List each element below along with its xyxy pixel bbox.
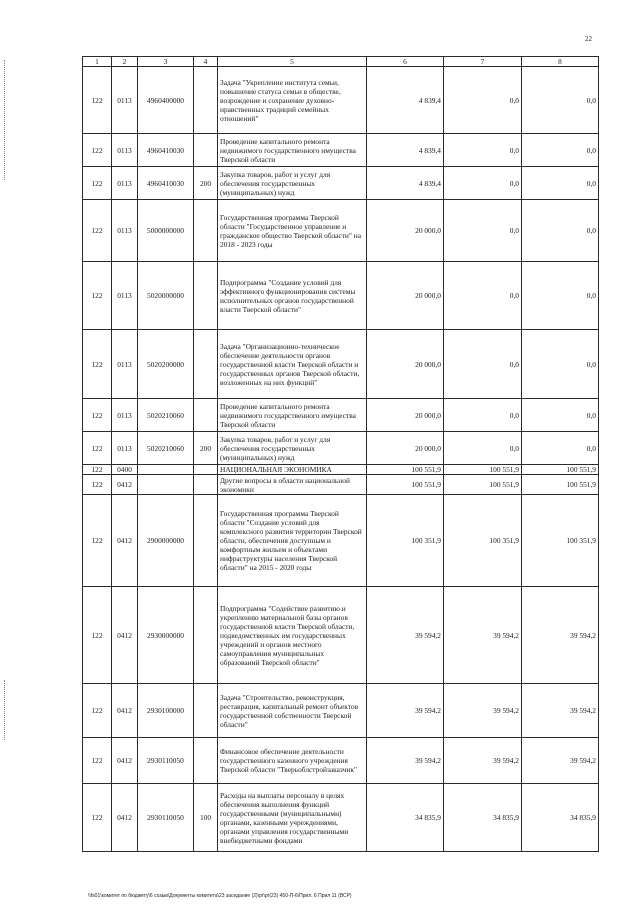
cell-amount-year-1: 100 351,9 — [367, 495, 444, 587]
cell-amount-year-3: 100 351,9 — [522, 495, 599, 587]
cell-amount-year-2: 100 551,9 — [444, 475, 522, 495]
cell-amount-year-2: 100 351,9 — [444, 495, 522, 587]
cell-code-target: 2900000000 — [138, 495, 194, 587]
cell-code-section: 0412 — [112, 784, 138, 852]
cell-code-section: 0412 — [112, 475, 138, 495]
file-path-footer: \\fs01\комитет по бюджету\6 созыв\Документы комитета\23 заседание (2)\pr\pr(23) 450-П-6\Прил. 6 Прил 11 (ВСР) — [88, 893, 352, 899]
cell-amount-year-2: 34 835,9 — [444, 784, 522, 852]
page-number: 22 — [585, 35, 592, 43]
cell-amount-year-1: 4 839,4 — [367, 167, 444, 200]
cell-amount-year-3: 100 551,9 — [522, 475, 599, 495]
cell-code-ved: 122 — [83, 784, 112, 852]
cell-description: Проведение капитального ремонта недвижимого государственного имущества Тверской области — [218, 134, 367, 167]
cell-code-target — [138, 465, 194, 475]
cell-description: Задача "Укрепление института семьи, повышение статуса семьи в обществе, возрождение и сохранение духовно-нравственных традиций семейных отношений" — [218, 67, 367, 134]
cell-description: Государственная программа Тверской области "Создание условий для комплексного развития территории Тверской области, обеспечения доступным и комфортным жильем и объектами инфраструктуры населения Тверской области" на 2015 - 2020 годы — [218, 495, 367, 587]
cell-amount-year-1: 39 594,2 — [367, 738, 444, 784]
cell-description: НАЦИОНАЛЬНАЯ ЭКОНОМИКА — [218, 465, 367, 475]
cell-code-expense-type — [194, 738, 218, 784]
cell-description: Закупка товаров, работ и услуг для обеспечения государственных (муниципальных) нужд — [218, 167, 367, 200]
cell-code-expense-type — [194, 200, 218, 262]
cell-amount-year-1: 20 000,0 — [367, 432, 444, 465]
column-number: 1 — [83, 57, 112, 67]
cell-amount-year-1: 34 835,9 — [367, 784, 444, 852]
cell-code-expense-type — [194, 262, 218, 330]
cell-amount-year-1: 20 000,0 — [367, 200, 444, 262]
cell-code-target — [138, 475, 194, 495]
cell-code-ved: 122 — [83, 738, 112, 784]
table-row — [83, 784, 599, 852]
cell-code-ved: 122 — [83, 200, 112, 262]
cell-amount-year-3: 0,0 — [522, 399, 599, 432]
cell-code-expense-type — [194, 330, 218, 399]
cell-amount-year-1: 39 594,2 — [367, 684, 444, 738]
cell-amount-year-2: 0,0 — [444, 399, 522, 432]
cell-code-section: 0412 — [112, 587, 138, 684]
column-number: 7 — [444, 57, 522, 67]
cell-code-expense-type — [194, 399, 218, 432]
cell-description: Подпрограмма "Содействие развитию и укреплению материальной базы органов государственной власти Тверской области, подведомственных им государственных учреждений и органов местного самоуправления муниципальных образований Тверской области" — [218, 587, 367, 684]
cell-description: Финансовое обеспечение деятельности государственного казенного учреждения Тверской области "Тверьоблстройзаказчик" — [218, 738, 367, 784]
cell-amount-year-3: 39 594,2 — [522, 587, 599, 684]
cell-code-expense-type — [194, 67, 218, 134]
cell-amount-year-3: 0,0 — [522, 262, 599, 330]
cell-amount-year-3: 0,0 — [522, 167, 599, 200]
cell-code-expense-type: 200 — [194, 167, 218, 200]
cell-code-target: 5000000000 — [138, 200, 194, 262]
cell-code-expense-type — [194, 465, 218, 475]
cell-code-ved: 122 — [83, 399, 112, 432]
cell-amount-year-3: 100 551,9 — [522, 465, 599, 475]
cell-code-ved: 122 — [83, 465, 112, 475]
cell-amount-year-2: 0,0 — [444, 134, 522, 167]
column-number: 8 — [522, 57, 599, 67]
cell-description: Государственная программа Тверской области "Государственное управление и гражданское общество Тверской области" на 2018 - 2023 годы — [218, 200, 367, 262]
cell-code-target: 2930000000 — [138, 587, 194, 684]
cell-code-expense-type — [194, 475, 218, 495]
cell-amount-year-2: 39 594,2 — [444, 684, 522, 738]
table-row — [83, 200, 599, 262]
cell-amount-year-3: 0,0 — [522, 67, 599, 134]
table-row — [83, 465, 599, 475]
cell-amount-year-3: 0,0 — [522, 200, 599, 262]
cell-code-ved: 122 — [83, 684, 112, 738]
cell-code-ved: 122 — [83, 587, 112, 684]
table-row — [83, 67, 599, 134]
cell-code-section: 0113 — [112, 67, 138, 134]
cell-code-section: 0113 — [112, 200, 138, 262]
table-row — [83, 134, 599, 167]
cell-code-expense-type: 100 — [194, 784, 218, 852]
cell-code-target: 4960400000 — [138, 67, 194, 134]
cell-code-section: 0412 — [112, 684, 138, 738]
table-row — [83, 432, 599, 465]
cell-code-section: 0113 — [112, 330, 138, 399]
cell-amount-year-1: 100 551,9 — [367, 475, 444, 495]
cell-amount-year-2: 0,0 — [444, 200, 522, 262]
column-number-header — [83, 57, 599, 67]
cell-amount-year-1: 20 000,0 — [367, 399, 444, 432]
cell-code-ved: 122 — [83, 134, 112, 167]
cell-amount-year-3: 39 594,2 — [522, 684, 599, 738]
cell-code-target: 4960410030 — [138, 167, 194, 200]
cell-description: Подпрограмма "Создание условий для эффективного функционирования системы исполнительных органов государственной власти Тверской области" — [218, 262, 367, 330]
cell-amount-year-3: 34 835,9 — [522, 784, 599, 852]
cell-code-target: 2930110050 — [138, 738, 194, 784]
cell-amount-year-1: 20 000,0 — [367, 262, 444, 330]
cell-code-ved: 122 — [83, 432, 112, 465]
cell-code-section: 0113 — [112, 134, 138, 167]
cell-amount-year-2: 0,0 — [444, 167, 522, 200]
column-number: 4 — [194, 57, 218, 67]
table-row — [83, 587, 599, 684]
cell-code-target: 5020000000 — [138, 262, 194, 330]
cell-amount-year-1: 4 839,4 — [367, 134, 444, 167]
cell-code-expense-type — [194, 587, 218, 684]
cell-amount-year-2: 0,0 — [444, 330, 522, 399]
cell-code-expense-type — [194, 684, 218, 738]
cell-code-section: 0113 — [112, 262, 138, 330]
cell-code-ved: 122 — [83, 495, 112, 587]
cell-code-target: 5020200000 — [138, 330, 194, 399]
cell-code-section: 0412 — [112, 495, 138, 587]
cell-amount-year-1: 4 839,4 — [367, 67, 444, 134]
cell-amount-year-2: 100 551,9 — [444, 465, 522, 475]
cell-code-ved: 122 — [83, 167, 112, 200]
cell-description: Другие вопросы в области национальной экономики — [218, 475, 367, 495]
table-row — [83, 399, 599, 432]
cell-code-section: 0113 — [112, 399, 138, 432]
cell-amount-year-1: 20 000,0 — [367, 330, 444, 399]
cell-amount-year-1: 39 594,2 — [367, 587, 444, 684]
scan-margin-mark — [4, 60, 6, 180]
cell-amount-year-3: 39 594,2 — [522, 738, 599, 784]
cell-amount-year-2: 39 594,2 — [444, 587, 522, 684]
cell-code-expense-type — [194, 495, 218, 587]
cell-code-section: 0400 — [112, 465, 138, 475]
table-row — [83, 684, 599, 738]
cell-code-ved: 122 — [83, 475, 112, 495]
column-number: 6 — [367, 57, 444, 67]
cell-description: Расходы на выплаты персоналу в целях обеспечения выполнения функций государственными (муниципальными) органами, казенными учреждениями, органами управления государственными внебюджетными фондами — [218, 784, 367, 852]
cell-code-target: 5020210060 — [138, 399, 194, 432]
cell-code-section: 0113 — [112, 432, 138, 465]
column-number: 3 — [138, 57, 194, 67]
cell-description: Закупка товаров, работ и услуг для обеспечения государственных (муниципальных) нужд — [218, 432, 367, 465]
cell-code-target: 4960410030 — [138, 134, 194, 167]
cell-code-target: 2930110050 — [138, 784, 194, 852]
cell-code-target: 5020210060 — [138, 432, 194, 465]
cell-code-expense-type — [194, 134, 218, 167]
cell-amount-year-3: 0,0 — [522, 134, 599, 167]
cell-code-target: 2930100000 — [138, 684, 194, 738]
budget-table — [82, 56, 599, 852]
cell-code-ved: 122 — [83, 330, 112, 399]
cell-description: Задача "Строительство, реконструкция, реставрация, капитальный ремонт объектов государственной собственности Тверской области" — [218, 684, 367, 738]
cell-description: Проведение капитального ремонта недвижимого государственного имущества Тверской области — [218, 399, 367, 432]
table-row — [83, 475, 599, 495]
column-number: 2 — [112, 57, 138, 67]
table-row — [83, 262, 599, 330]
cell-amount-year-2: 39 594,2 — [444, 738, 522, 784]
scan-margin-mark — [4, 680, 6, 740]
cell-code-expense-type: 200 — [194, 432, 218, 465]
cell-code-ved: 122 — [83, 262, 112, 330]
cell-amount-year-2: 0,0 — [444, 262, 522, 330]
cell-amount-year-3: 0,0 — [522, 432, 599, 465]
table-row — [83, 738, 599, 784]
cell-amount-year-2: 0,0 — [444, 67, 522, 134]
cell-description: Задача "Организационно-техническое обеспечение деятельности органов государственной власти Тверской области и государственных органов Тверской области, возложенных на них функций" — [218, 330, 367, 399]
table-row — [83, 495, 599, 587]
cell-code-section: 0113 — [112, 167, 138, 200]
cell-amount-year-3: 0,0 — [522, 330, 599, 399]
cell-amount-year-1: 100 551,9 — [367, 465, 444, 475]
cell-amount-year-2: 0,0 — [444, 432, 522, 465]
cell-code-section: 0412 — [112, 738, 138, 784]
table-row — [83, 330, 599, 399]
table-row — [83, 167, 599, 200]
cell-code-ved: 122 — [83, 67, 112, 134]
column-number: 5 — [218, 57, 367, 67]
